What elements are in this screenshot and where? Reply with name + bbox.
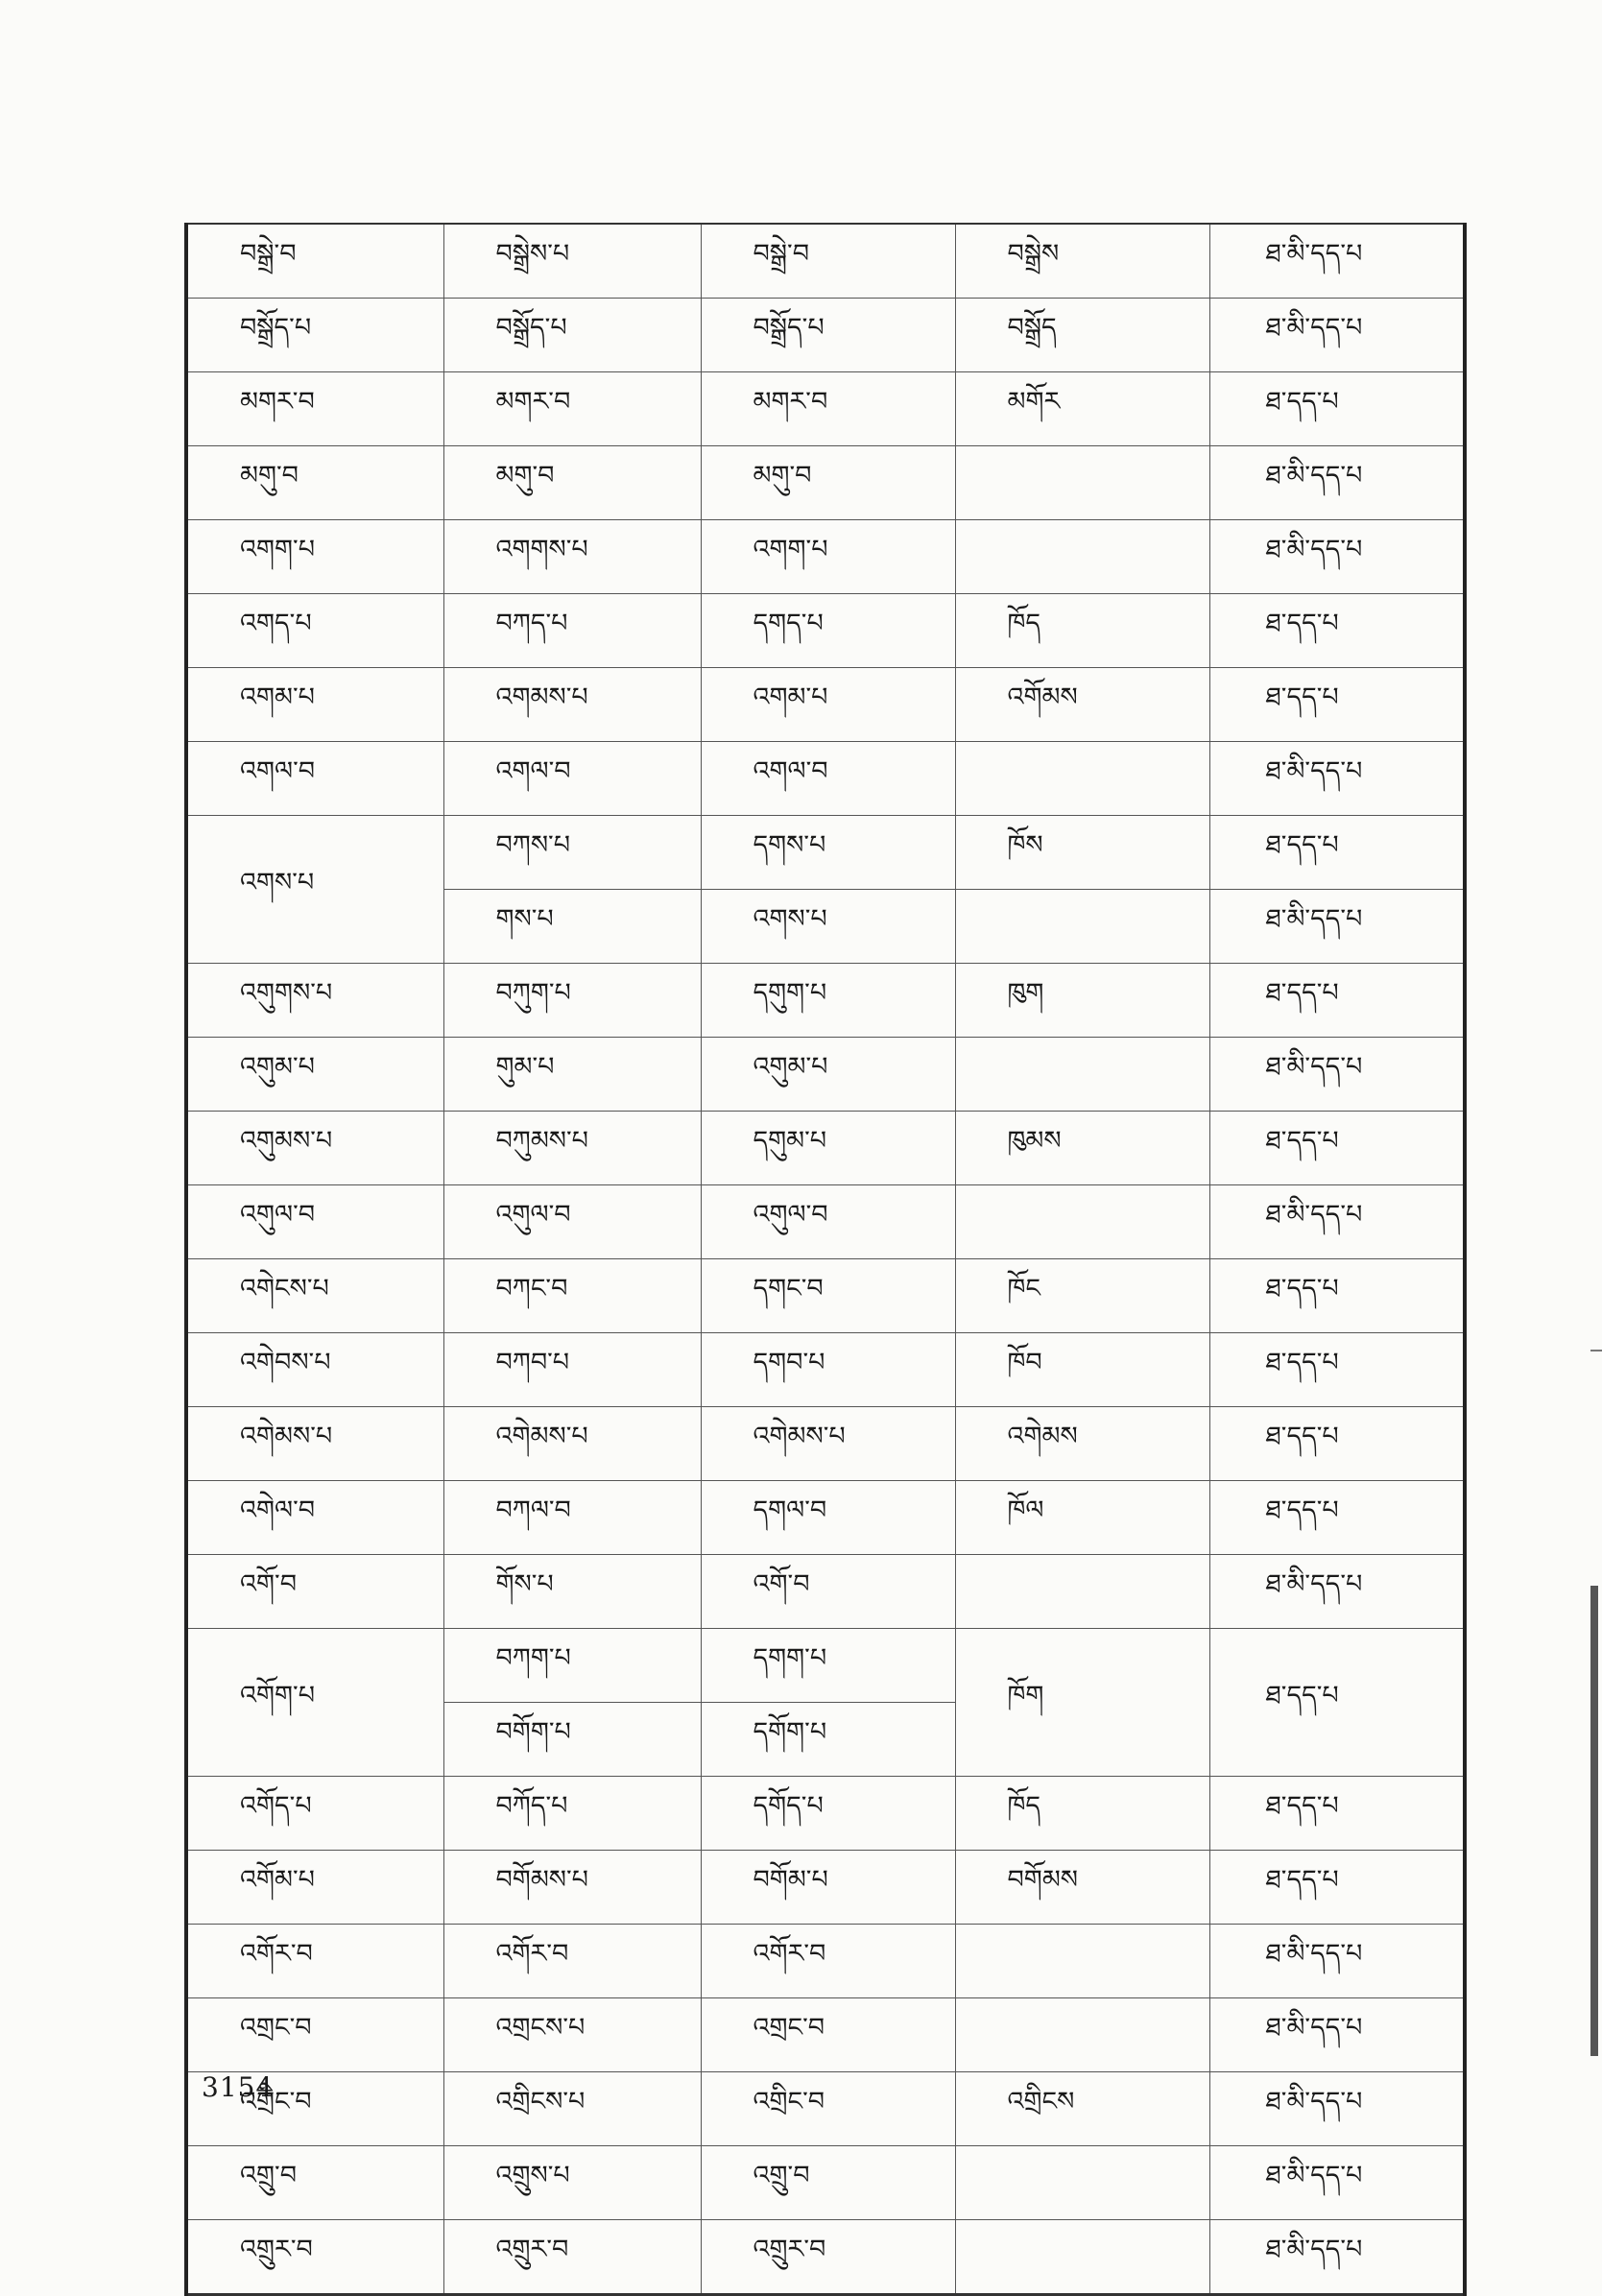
table-row <box>186 964 1465 1038</box>
table-cell-col5: ཐ་དད་པ <box>1209 1777 1465 1851</box>
table-cell-col4: འགོམས <box>955 668 1209 742</box>
table-cell-col4 <box>955 890 1209 964</box>
table-cell-col5: ཐ་མི་དད་པ <box>1209 446 1465 520</box>
table-cell-col4 <box>955 520 1209 594</box>
table-cell-col5: ཐ་དད་པ <box>1209 1629 1465 1777</box>
table-row <box>186 1038 1465 1112</box>
table-row <box>186 668 1465 742</box>
table-cell-col3: འགུམ་པ <box>701 1038 955 1112</box>
table-cell-col1: འགུལ་བ <box>186 1185 443 1259</box>
table-cell-col2: བགོམས་པ <box>443 1851 701 1925</box>
table-row <box>186 1481 1465 1555</box>
table-cell-col1: འགོམ་པ <box>186 1851 443 1925</box>
table-cell-col3: དགས་པ <box>701 816 955 890</box>
table-cell-col4: བསྒྲེས <box>955 224 1209 299</box>
table-cell-col1: བསྒྲེ་བ <box>186 224 443 299</box>
table-cell-col1: འགོ་བ <box>186 1555 443 1629</box>
table-cell-col4: མགོར <box>955 372 1209 446</box>
table-cell-col5: ཐ་མི་དད་པ <box>1209 1185 1465 1259</box>
table-cell-col4: ཁོག <box>955 1629 1209 1777</box>
table-cell-col3: བགོམ་པ <box>701 1851 955 1925</box>
table-cell-col4: ཁོད <box>955 1777 1209 1851</box>
table-cell-col2: བསྒྲེས་པ <box>443 224 701 299</box>
table-cell-col5: ཐ་དད་པ <box>1209 1259 1465 1333</box>
table-cell-col3: དགལ་བ <box>701 1481 955 1555</box>
table-cell-col2: མགར་བ <box>443 372 701 446</box>
table-cell-col4: ཁུག <box>955 964 1209 1038</box>
table-cell-col1: འགེངས་པ <box>186 1259 443 1333</box>
table-row <box>186 742 1465 816</box>
table-cell-col1: འགམ་པ <box>186 668 443 742</box>
table-cell-col3: དགག་པ <box>701 1629 955 1703</box>
table-cell-col1: མགུ་བ <box>186 446 443 520</box>
table-cell-col5: ཐ་དད་པ <box>1209 1407 1465 1481</box>
table-cell-col2: འགལ་བ <box>443 742 701 816</box>
table-cell-col5: ཐ་མི་དད་པ <box>1209 520 1465 594</box>
table-cell-col5: ཐ་མི་དད་པ <box>1209 1925 1465 1998</box>
table-cell-col2: གུམ་པ <box>443 1038 701 1112</box>
table-cell-col3: འགྲིང་བ <box>701 2072 955 2146</box>
table-cell-col2: བཀག་པ <box>443 1629 701 1703</box>
table-cell-col5: ཐ་མི་དད་པ <box>1209 1038 1465 1112</box>
table-cell-col1: འགུམས་པ <box>186 1112 443 1185</box>
table-row <box>186 224 1465 299</box>
table-cell-col1: འགྲུ་བ <box>186 2146 443 2220</box>
table-cell-col2: བཀད་པ <box>443 594 701 668</box>
table-cell-col2: བཀབ་པ <box>443 1333 701 1407</box>
table-cell-col3: འགྲུ་བ <box>701 2146 955 2220</box>
table-cell-col5: ཐ་མི་དད་པ <box>1209 2220 1465 2295</box>
table-row <box>186 1259 1465 1333</box>
table-cell-col4 <box>955 2146 1209 2220</box>
table-cell-col3: འགོ་བ <box>701 1555 955 1629</box>
table-cell-col1: འགོར་བ <box>186 1925 443 1998</box>
scan-edge-dash <box>1590 1350 1602 1351</box>
table-cell-col3: འགུལ་བ <box>701 1185 955 1259</box>
table-row <box>186 1112 1465 1185</box>
table-cell-col3: འགྲུར་བ <box>701 2220 955 2295</box>
table-body <box>186 224 1465 2295</box>
table-row <box>186 1777 1465 1851</box>
table-cell-col2: བཀས་པ <box>443 816 701 890</box>
table-cell-col4: ཁོད <box>955 594 1209 668</box>
table-cell-col3: འགས་པ <box>701 890 955 964</box>
table-cell-col2: འགོར་བ <box>443 1925 701 1998</box>
table-row <box>186 2146 1465 2220</box>
table-cell-col5: ཐ་དད་པ <box>1209 816 1465 890</box>
table-cell-col4: ཁོལ <box>955 1481 1209 1555</box>
table-cell-col4: འགེམས <box>955 1407 1209 1481</box>
table-row <box>186 1555 1465 1629</box>
table-cell-col2: མགུ་བ <box>443 446 701 520</box>
table-cell-col5: ཐ་མི་དད་པ <box>1209 1555 1465 1629</box>
table-row <box>186 446 1465 520</box>
table-row <box>186 520 1465 594</box>
page-number: 3154 <box>202 2071 275 2103</box>
table-cell-col1: འགུགས་པ <box>186 964 443 1038</box>
table-cell-col4 <box>955 1038 1209 1112</box>
table-cell-col4: ཁོང <box>955 1259 1209 1333</box>
table-cell-col5: ཐ་མི་དད་པ <box>1209 2072 1465 2146</box>
table-cell-col2: གོས་པ <box>443 1555 701 1629</box>
table-cell-col2: བསྒྲོད་པ <box>443 299 701 372</box>
table-row <box>186 299 1465 372</box>
table-cell-col4: ཁོབ <box>955 1333 1209 1407</box>
table-cell-col2: འགྲུས་པ <box>443 2146 701 2220</box>
table-cell-col1: འགོག་པ <box>186 1629 443 1777</box>
table-cell-col3: དགང་བ <box>701 1259 955 1333</box>
table-cell-col2: བཀུམས་པ <box>443 1112 701 1185</box>
table-row <box>186 372 1465 446</box>
table-cell-col2: བགོག་པ <box>443 1703 701 1777</box>
table-cell-col2: འགྲུར་བ <box>443 2220 701 2295</box>
table-cell-col1: འགེམས་པ <box>186 1407 443 1481</box>
table-cell-col1: འགག་པ <box>186 520 443 594</box>
verb-conjugation-table-container <box>184 223 1463 2296</box>
table-cell-col5: ཐ་དད་པ <box>1209 668 1465 742</box>
table-cell-col5: ཐ་མི་དད་པ <box>1209 299 1465 372</box>
table-cell-col5: ཐ་དད་པ <box>1209 1481 1465 1555</box>
table-cell-col3: དགད་པ <box>701 594 955 668</box>
table-cell-col4 <box>955 2220 1209 2295</box>
table-cell-col5: ཐ་དད་པ <box>1209 1851 1465 1925</box>
table-cell-col1: འགད་པ <box>186 594 443 668</box>
table-cell-col5: ཐ་དད་པ <box>1209 1112 1465 1185</box>
table-cell-col1: འགེལ་བ <box>186 1481 443 1555</box>
table-cell-col2: འགམས་པ <box>443 668 701 742</box>
table-cell-col5: ཐ་མི་དད་པ <box>1209 1998 1465 2072</box>
table-cell-col4: འགྲིངས <box>955 2072 1209 2146</box>
table-cell-col5: ཐ་མི་དད་པ <box>1209 742 1465 816</box>
table-cell-col1: བསྒྲོད་པ <box>186 299 443 372</box>
table-row <box>186 1851 1465 1925</box>
table-cell-col1: འགེབས་པ <box>186 1333 443 1407</box>
table-cell-col4 <box>955 446 1209 520</box>
verb-conjugation-table <box>184 223 1467 2296</box>
table-row <box>186 1333 1465 1407</box>
table-cell-col1: འགས་པ <box>186 816 443 964</box>
table-cell-col3: དགོད་པ <box>701 1777 955 1851</box>
table-cell-col4 <box>955 1998 1209 2072</box>
table-row <box>186 594 1465 668</box>
table-cell-col2: འགགས་པ <box>443 520 701 594</box>
table-cell-col3: དགབ་པ <box>701 1333 955 1407</box>
table-cell-col3: འགག་པ <box>701 520 955 594</box>
table-cell-col3: འགམ་པ <box>701 668 955 742</box>
table-cell-col5: ཐ་དད་པ <box>1209 964 1465 1038</box>
table-cell-col5: ཐ་དད་པ <box>1209 372 1465 446</box>
table-cell-col1: འགྲང་བ <box>186 1998 443 2072</box>
table-cell-col3: མགུ་བ <box>701 446 955 520</box>
table-cell-col4 <box>955 742 1209 816</box>
table-cell-col3: དགོག་པ <box>701 1703 955 1777</box>
table-cell-col4: ཁུམས <box>955 1112 1209 1185</box>
table-cell-col4 <box>955 1555 1209 1629</box>
table-cell-col1: འགྲུར་བ <box>186 2220 443 2295</box>
table-cell-col3: བསྒྲོད་པ <box>701 299 955 372</box>
scan-edge-mark <box>1590 1586 1598 2056</box>
table-cell-col3: འགེམས་པ <box>701 1407 955 1481</box>
table-cell-col5: ཐ་དད་པ <box>1209 1333 1465 1407</box>
table-cell-col1: འགོད་པ <box>186 1777 443 1851</box>
table-cell-col2: བཀང་བ <box>443 1259 701 1333</box>
table-row <box>186 1185 1465 1259</box>
table-row <box>186 1998 1465 2072</box>
table-row <box>186 2072 1465 2146</box>
table-cell-col3: འགྲང་བ <box>701 1998 955 2072</box>
table-cell-col5: ཐ་དད་པ <box>1209 594 1465 668</box>
table-row <box>186 1925 1465 1998</box>
table-cell-col1: མགར་བ <box>186 372 443 446</box>
table-cell-col3: དགུམ་པ <box>701 1112 955 1185</box>
table-cell-col5: ཐ་མི་དད་པ <box>1209 890 1465 964</box>
table-cell-col2: འགུལ་བ <box>443 1185 701 1259</box>
table-cell-col3: འགོར་བ <box>701 1925 955 1998</box>
table-cell-col1: འགུམ་པ <box>186 1038 443 1112</box>
table-row <box>186 816 1465 890</box>
table-cell-col2: འགེམས་པ <box>443 1407 701 1481</box>
table-row <box>186 1629 1465 1703</box>
table-cell-col2: འགྲིངས་པ <box>443 2072 701 2146</box>
table-cell-col4: བགོམས <box>955 1851 1209 1925</box>
table-cell-col2: གས་པ <box>443 890 701 964</box>
table-cell-col2: བཀོད་པ <box>443 1777 701 1851</box>
table-cell-col3: འགལ་བ <box>701 742 955 816</box>
table-cell-col3: མགར་བ <box>701 372 955 446</box>
table-cell-col5: ཐ་མི་དད་པ <box>1209 224 1465 299</box>
table-cell-col4 <box>955 1925 1209 1998</box>
table-cell-col3: དགུག་པ <box>701 964 955 1038</box>
table-cell-col2: བཀུག་པ <box>443 964 701 1038</box>
table-cell-col1: འགལ་བ <box>186 742 443 816</box>
table-cell-col2: བཀལ་བ <box>443 1481 701 1555</box>
table-cell-col2: འགྲངས་པ <box>443 1998 701 2072</box>
table-row <box>186 1407 1465 1481</box>
table-cell-col3: བསྒྲེ་བ <box>701 224 955 299</box>
table-cell-col4: ཁོས <box>955 816 1209 890</box>
table-cell-col1: འགྲིང་བ <box>186 2072 443 2146</box>
table-cell-col5: ཐ་མི་དད་པ <box>1209 2146 1465 2220</box>
table-cell-col4: བསྒྲོད <box>955 299 1209 372</box>
table-cell-col4 <box>955 1185 1209 1259</box>
table-row <box>186 2220 1465 2295</box>
